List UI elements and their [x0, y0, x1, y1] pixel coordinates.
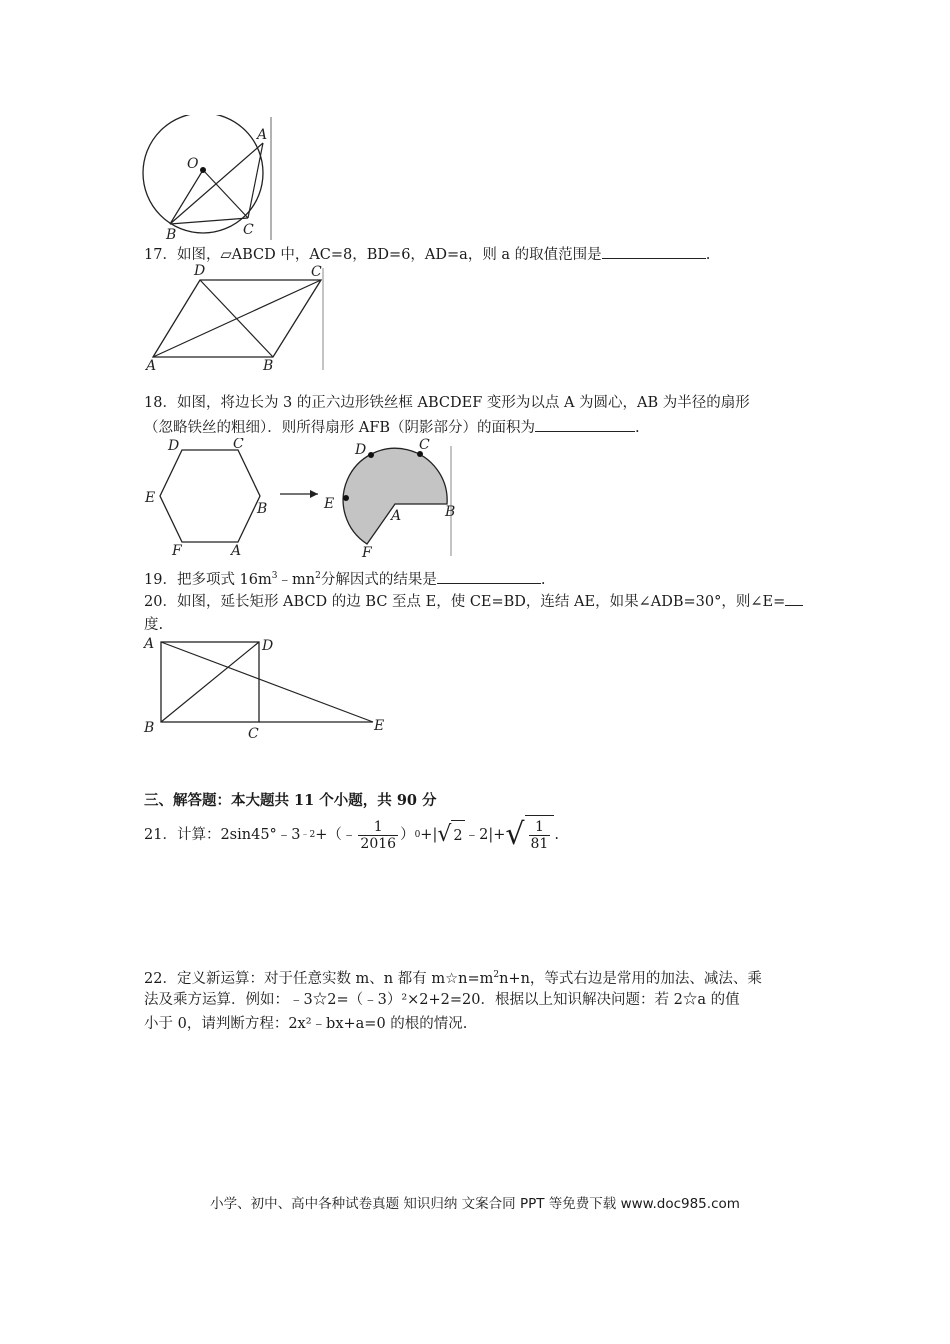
q17-label-d: D [194, 263, 206, 279]
q19-question: 19．把多项式 $16m^3﹣mn^2$分解因式的结果是 . [144, 566, 545, 590]
sector-label-a: A [391, 508, 402, 524]
section3-heading: 三、解答题：本大题共 11 个小题，共 90 分 [144, 792, 437, 809]
q20-label-c: C [248, 726, 259, 742]
q20-line2: 度. [144, 617, 164, 633]
q17-label-a: A [146, 358, 157, 374]
q18-hexagon-figure [140, 438, 460, 560]
q19-answer-blank[interactable] [437, 569, 541, 584]
q17-parallelogram-figure [143, 262, 328, 374]
q16-label-c: C [243, 222, 254, 238]
q21-fraction: $\frac{1}{2016}$ [360, 818, 397, 852]
sector-label-b: B [445, 504, 456, 520]
q17-label-c: C [311, 264, 322, 280]
hex-label-e: E [145, 490, 156, 506]
sector-label-d: D [355, 442, 367, 458]
q20-label-d: D [262, 638, 274, 654]
sector-label-f: F [362, 545, 372, 560]
q17-answer-blank[interactable] [602, 244, 706, 259]
hex-label-d: D [168, 438, 180, 454]
q18-answer-blank[interactable] [535, 417, 635, 432]
q17-question: 17．如图，▱ABCD 中，AC=8，BD=6，AD=a，则 a 的取值范围是 . [144, 244, 710, 265]
hex-label-c: C [233, 438, 244, 452]
sector-label-c: C [419, 438, 430, 453]
hex-label-a: A [231, 543, 242, 559]
q20-label-b: B [144, 720, 155, 736]
q20-rectangle-figure [140, 634, 392, 742]
q21-question: 21．计算：2sin45°﹣3 ﹣2 +（﹣ $\frac{1}{2016}$ ） 0 +| √ 2 ﹣2|+ √ $\frac{1}{81}$ . [144, 815, 559, 855]
q22-line2: 法及乘方运算．例如：﹣3☆2=（﹣3）²×2+2=20．根据以上知识解决问题：若 2☆a 的值 [144, 992, 740, 1008]
q16-label-o: O [187, 156, 199, 172]
hex-label-f: F [172, 543, 182, 559]
sector-label-e: E [324, 496, 335, 512]
q16-label-b: B [166, 227, 177, 240]
q22-line3: 小于 0，请判断方程：2x²﹣bx+a=0 的根的情况. [144, 1016, 468, 1032]
page-footer: 小学、初中、高中各种试卷真题 知识归纳 文案合同 PPT 等免费下载 www.doc985.com [210, 1196, 740, 1212]
q22-line1: 22．定义新运算：对于任意实数 m、n 都有 $m☆n=m^2n+n$，等式右边是常用的加法、减法、乘 [144, 970, 762, 987]
q16-label-a: A [257, 127, 268, 143]
q20-line1: 20．如图，延长矩形 ABCD 的边 BC 至点 E，使 CE=BD，连结 AE，如果∠ADB=30°，则∠E= [144, 591, 803, 612]
q18-line1: 18．如图，将边长为 3 的正六边形铁丝框 ABCDEF 变形为以点 A 为圆心，AB 为半径的扇形 [144, 395, 750, 411]
parallelogram-symbol: ▱ [220, 247, 232, 263]
q20-label-a: A [144, 636, 155, 652]
q20-answer-blank[interactable] [785, 591, 803, 606]
q21-sqrt-fraction: √ $\frac{1}{81}$ [505, 815, 554, 855]
q21-sqrt-two: √ 2 [437, 820, 464, 850]
hex-label-b: B [257, 501, 268, 517]
q18-line2: （忽略铁丝的粗细）．则所得扇形 AFB（阴影部分）的面积为 . [144, 417, 640, 438]
q16-circle-figure [140, 115, 275, 240]
q20-label-e: E [374, 718, 385, 734]
q17-label-b: B [263, 358, 274, 374]
